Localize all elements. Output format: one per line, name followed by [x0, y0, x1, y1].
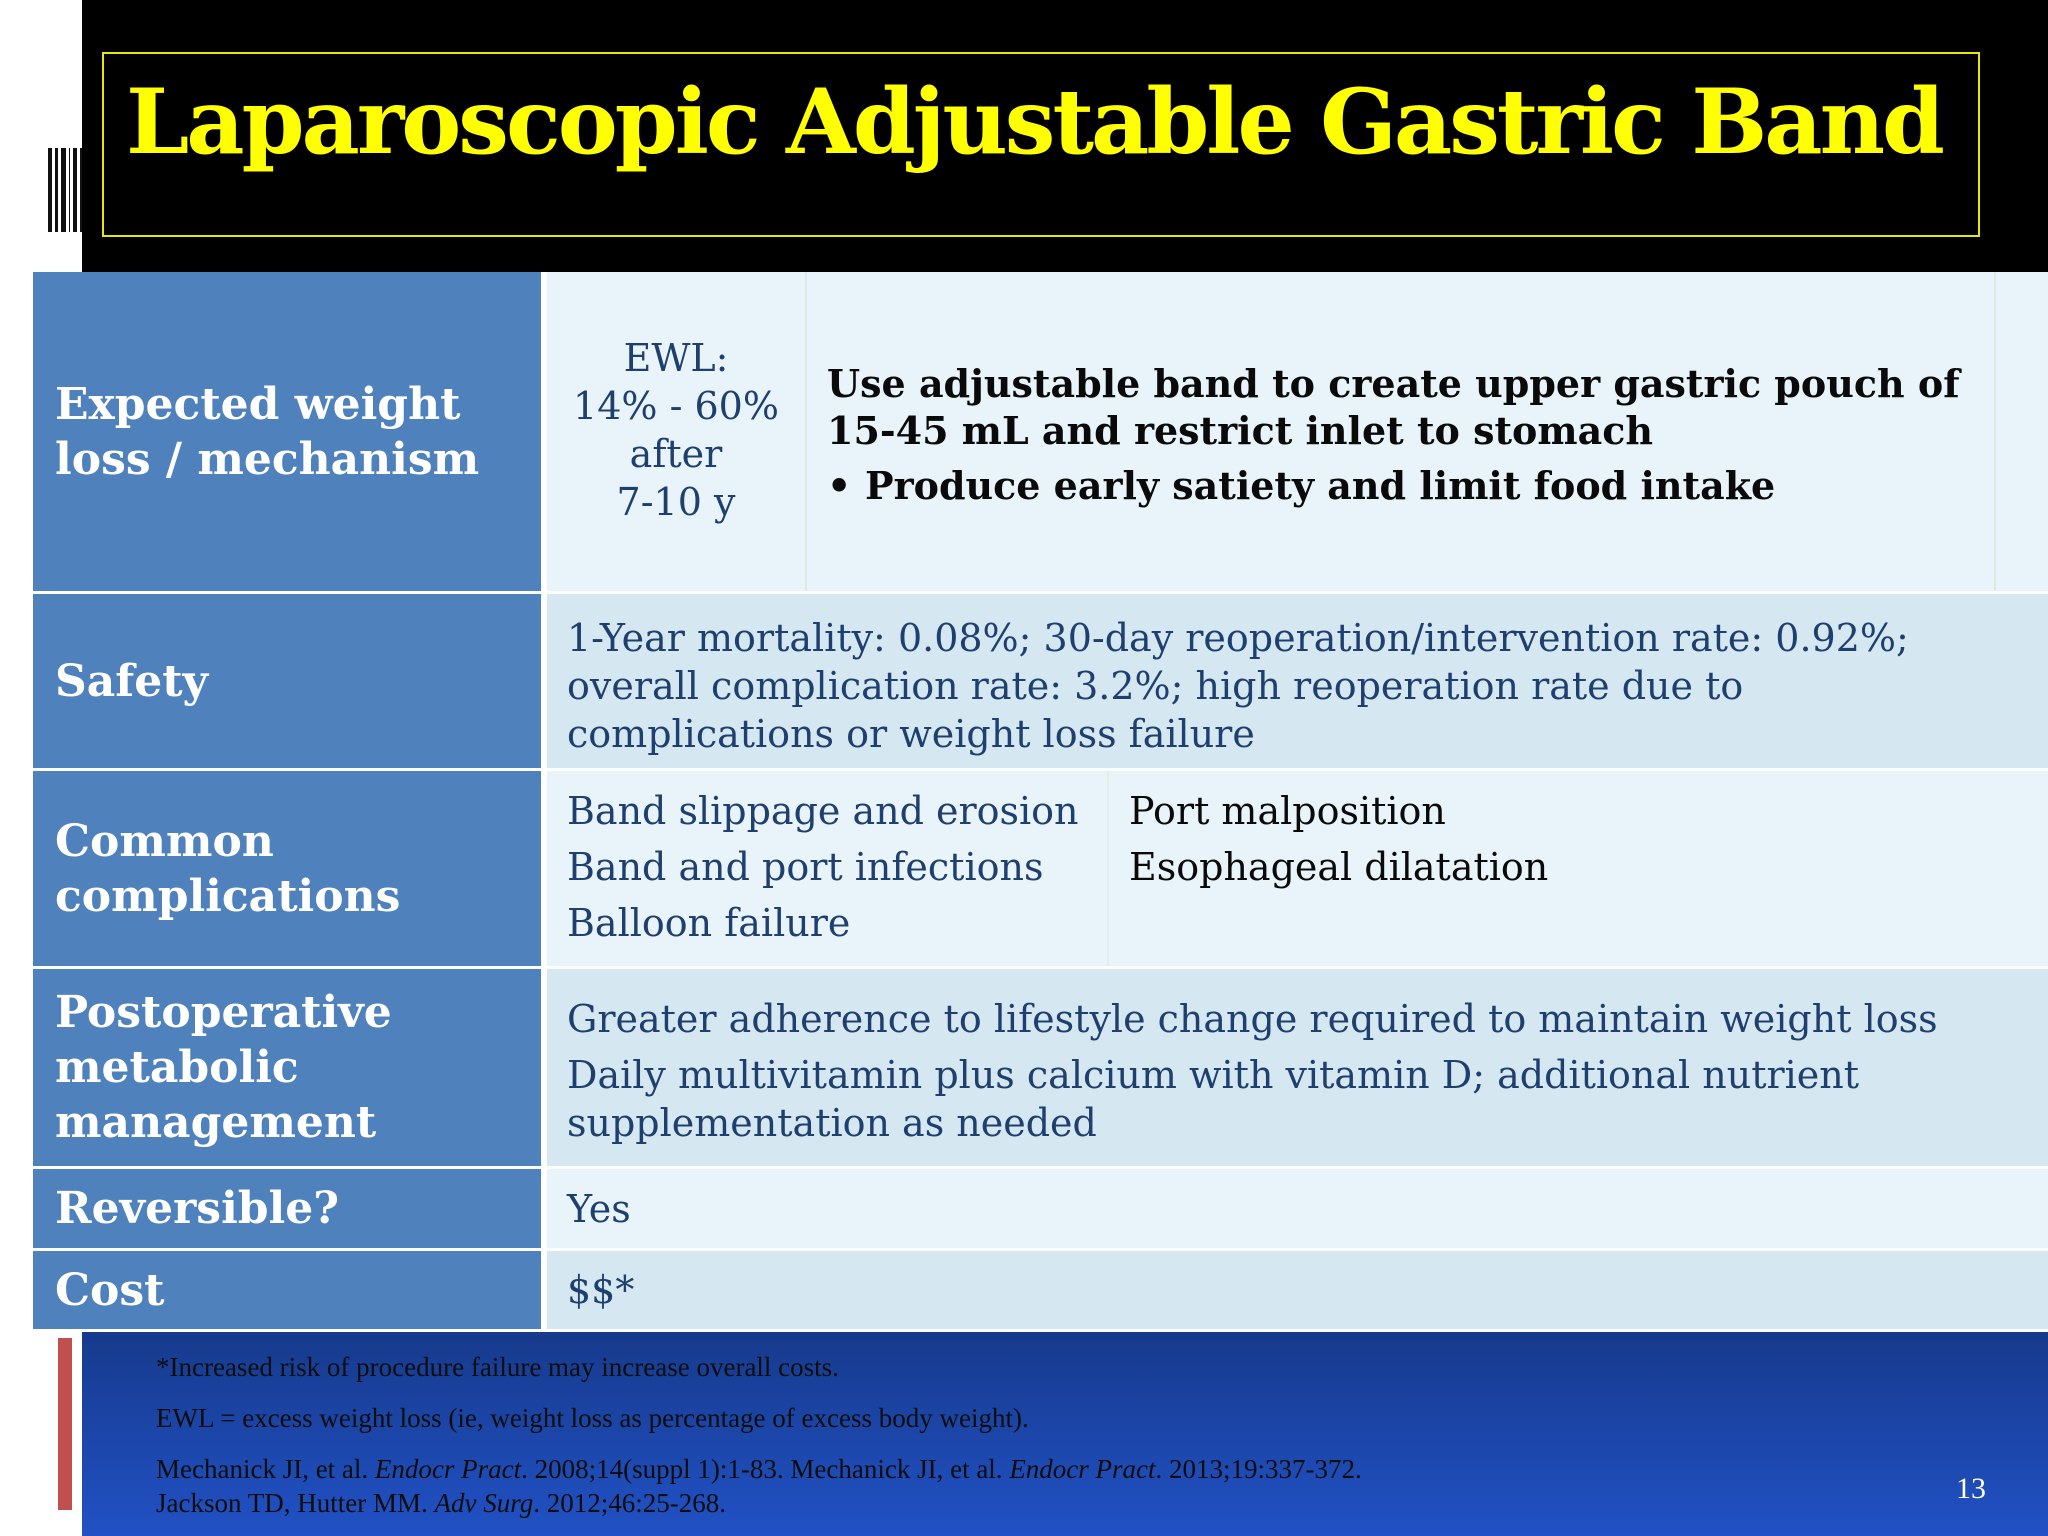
table-row-postop: [33, 969, 2048, 1169]
ewl-cell: [547, 272, 807, 591]
red-accent-bar: [58, 1338, 72, 1510]
table-row-safety: [33, 594, 2048, 771]
cost-value: $$*: [567, 1268, 635, 1312]
row-label-cell: [33, 969, 544, 1169]
list-item: Band slippage and erosion: [567, 789, 1079, 833]
table-row-mechanism: [33, 272, 2048, 594]
row-label-cell: [33, 272, 544, 594]
row-content-cell: [547, 272, 2048, 594]
postop-line: Greater adherence to lifestyle change required to maintain weight loss: [567, 997, 1938, 1041]
list-item: Balloon failure: [567, 901, 851, 945]
row-label-cell: [33, 594, 544, 771]
safety-text: 1-Year mortality: 0.08%; 30-day reoperation/intervention rate: 0.92%; overall complication rate: 3.2%; high reoperation rate due to complications or weight loss failure: [567, 616, 1909, 756]
list-item: Port malposition: [1129, 789, 1446, 833]
ewl-duration: 7-10 y: [616, 480, 736, 524]
row-label-cell: [33, 1251, 544, 1332]
mechanism-bullet: [827, 462, 1994, 509]
list-item: Esophageal dilatation: [1129, 845, 1549, 889]
ref-journal: Adv Surg: [434, 1488, 534, 1518]
complications-left-cell: [547, 771, 1109, 966]
reference-1: [156, 1454, 1362, 1485]
title-banner: [82, 0, 2048, 272]
slide-title: Laparoscopic Adjustable Gastric Band: [126, 69, 1942, 175]
table-row-cost: [33, 1251, 2048, 1332]
row-content-cell: [547, 969, 2048, 1169]
reversible-value: Yes: [567, 1186, 631, 1231]
row-label: Expected weight loss / mechanism: [55, 378, 480, 485]
row-content-cell: [547, 771, 2048, 969]
barcode-decoration: [48, 148, 82, 232]
row-label: Reversible?: [55, 1183, 340, 1234]
row-content-cell: [547, 594, 2048, 771]
table-row-reversible: [33, 1169, 2048, 1251]
footnote-ewl: EWL = excess weight loss (ie, weight loss as percentage of excess body weight).: [156, 1403, 1029, 1433]
page-number: 13: [1956, 1472, 1986, 1505]
table-row-complications: [33, 771, 2048, 969]
ref-text: . 2012;46:25-268.: [533, 1488, 726, 1518]
postop-line: Daily multivitamin plus calcium with vitamin D; additional nutrient supplementation as needed: [567, 1053, 1860, 1145]
ref-text: Jackson TD, Hutter MM.: [156, 1488, 435, 1518]
mechanism-bullet-text: Produce early satiety and limit food intake: [865, 463, 1776, 508]
row-label: Postoperative metabolic management: [55, 987, 392, 1148]
footer-panel: [82, 1332, 2048, 1536]
complications-right-cell: [1109, 771, 2048, 966]
footnote-cost: *Increased risk of procedure failure may increase overall costs.: [156, 1352, 839, 1382]
ewl-after: after: [629, 432, 723, 476]
row-label-cell: [33, 1169, 544, 1251]
row-content-cell: [547, 1251, 2048, 1332]
reference-2: [156, 1488, 726, 1519]
ref-text: . 2008;14(suppl 1):1-83. Mechanick JI, et al.: [521, 1454, 1010, 1484]
ref-journal: Endocr Pract: [374, 1454, 522, 1484]
mechanism-cell: [807, 272, 1996, 591]
ref-text: . 2013;19:337-372.: [1155, 1454, 1362, 1484]
ewl-range: 14% - 60%: [573, 384, 779, 428]
procedure-table: [33, 272, 2048, 1332]
title-frame: [102, 52, 1980, 237]
ref-journal: Endocr Pract: [1009, 1454, 1156, 1484]
row-label: Safety: [55, 655, 209, 707]
row-content-cell: [547, 1169, 2048, 1251]
list-item: Band and port infections: [567, 845, 1044, 889]
row-label: Cost: [55, 1264, 165, 1316]
postop-text-block: [567, 995, 2018, 1147]
bullet-marker: •: [827, 463, 852, 508]
ref-text: Mechanick JI, et al.: [156, 1454, 375, 1484]
mechanism-text: Use adjustable band to create upper gastric pouch of 15-45 mL and restrict inlet to stomach: [827, 361, 1960, 453]
ewl-label: EWL:: [623, 336, 729, 380]
row-label-cell: [33, 771, 544, 969]
row-label: Common complications: [55, 815, 401, 922]
